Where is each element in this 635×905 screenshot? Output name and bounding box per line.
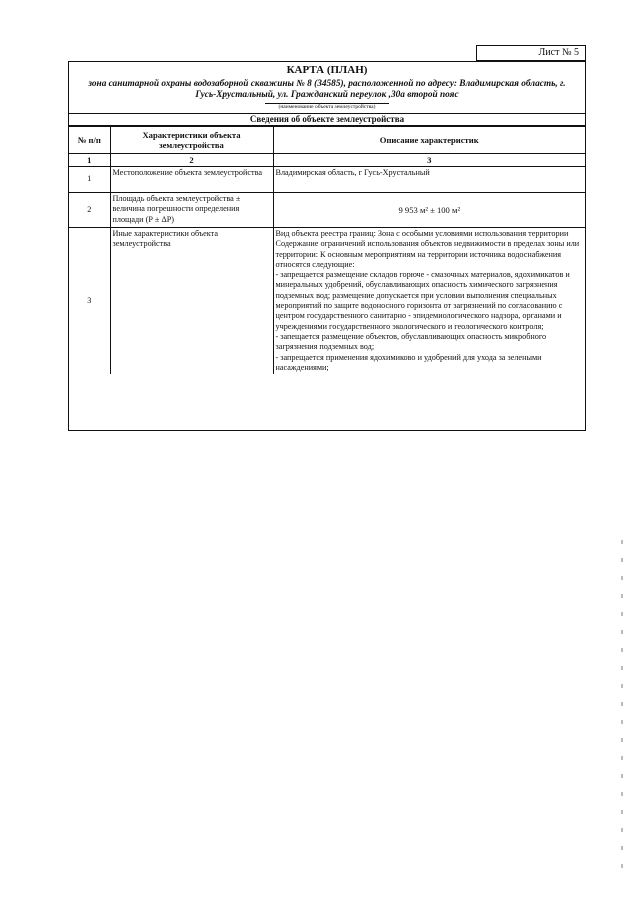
row-description: Владимирская область, г Гусь-Хрустальный (273, 167, 585, 193)
document-title: КАРТА (ПЛАН) (286, 64, 368, 76)
header-num: № п/п (69, 127, 110, 154)
table-row (69, 228, 585, 375)
column-number: 3 (273, 154, 585, 167)
row-number: 3 (69, 228, 110, 375)
row-characteristic: Иные характеристики объекта землеустройства (110, 228, 273, 375)
row-number: 1 (69, 167, 110, 193)
document-frame (68, 61, 586, 431)
scan-edge-marks (621, 540, 623, 870)
description-line: Вид объекта реестра границ: Зона с особыми условиями использования территории (275, 229, 569, 238)
row-description: 9 953 м² ± 100 м² (273, 193, 585, 228)
row-characteristic: Местоположение объекта землеустройства (110, 167, 273, 193)
header-characteristics: Характеристики объекта землеустройства (110, 127, 273, 154)
description-line: Содержание ограничений использования объектов недвижимости в пределах зоны или территории: К основным мероприятиям на территории источника водоснабжения относятся следующие: (275, 239, 580, 269)
row-number: 2 (69, 193, 110, 228)
column-number-row (69, 154, 585, 167)
column-number: 1 (69, 154, 110, 167)
sheet-number-box (476, 45, 586, 61)
description-line: - запрещается применения ядохимиково и удобрений для ухода за зелеными насаждениями; (275, 352, 542, 372)
description-line: - запрещается размещение складов горюче - смазочных материалов, ядохимикатов и минеральных удобрений, обуславливающих опасность химического загрязнения подземных вод; размещение допускается при условии выполнения специальных мероприятий по защите водоносного горизонта от загрязнений по согласованию с центром государственного санитарно - эпидемиологического надзора, органами и учреждениями государственного экологического и геологического контроля; (275, 270, 570, 331)
table-row (69, 167, 585, 193)
table-row (69, 193, 585, 228)
header-description: Описание характеристик (273, 127, 585, 154)
section-title: Сведения об объекте землеустройства (69, 113, 585, 126)
row-characteristic: Площадь объекта землеустройства ± величина погрешности определения площади (Р ± ΔР) (110, 193, 273, 228)
object-info-table (69, 126, 585, 374)
document-subtitle: зона санитарной охраны водозаборной скважины № 8 (34585), расположенной по адресу: Владимирская область, г. Гусь-Хрустальный, ул. Гражданский переулок ,30а второй пояс (88, 79, 566, 100)
description-line: - запещается размещение объектов, обуславливающих опасность микробного загрязнения подземных вод; (275, 331, 547, 352)
row-description (273, 228, 585, 375)
column-number: 2 (110, 154, 273, 167)
sheet-number: Лист № 5 (538, 47, 579, 58)
object-name-caption: (наименование объекта землеустройства) (265, 103, 389, 111)
